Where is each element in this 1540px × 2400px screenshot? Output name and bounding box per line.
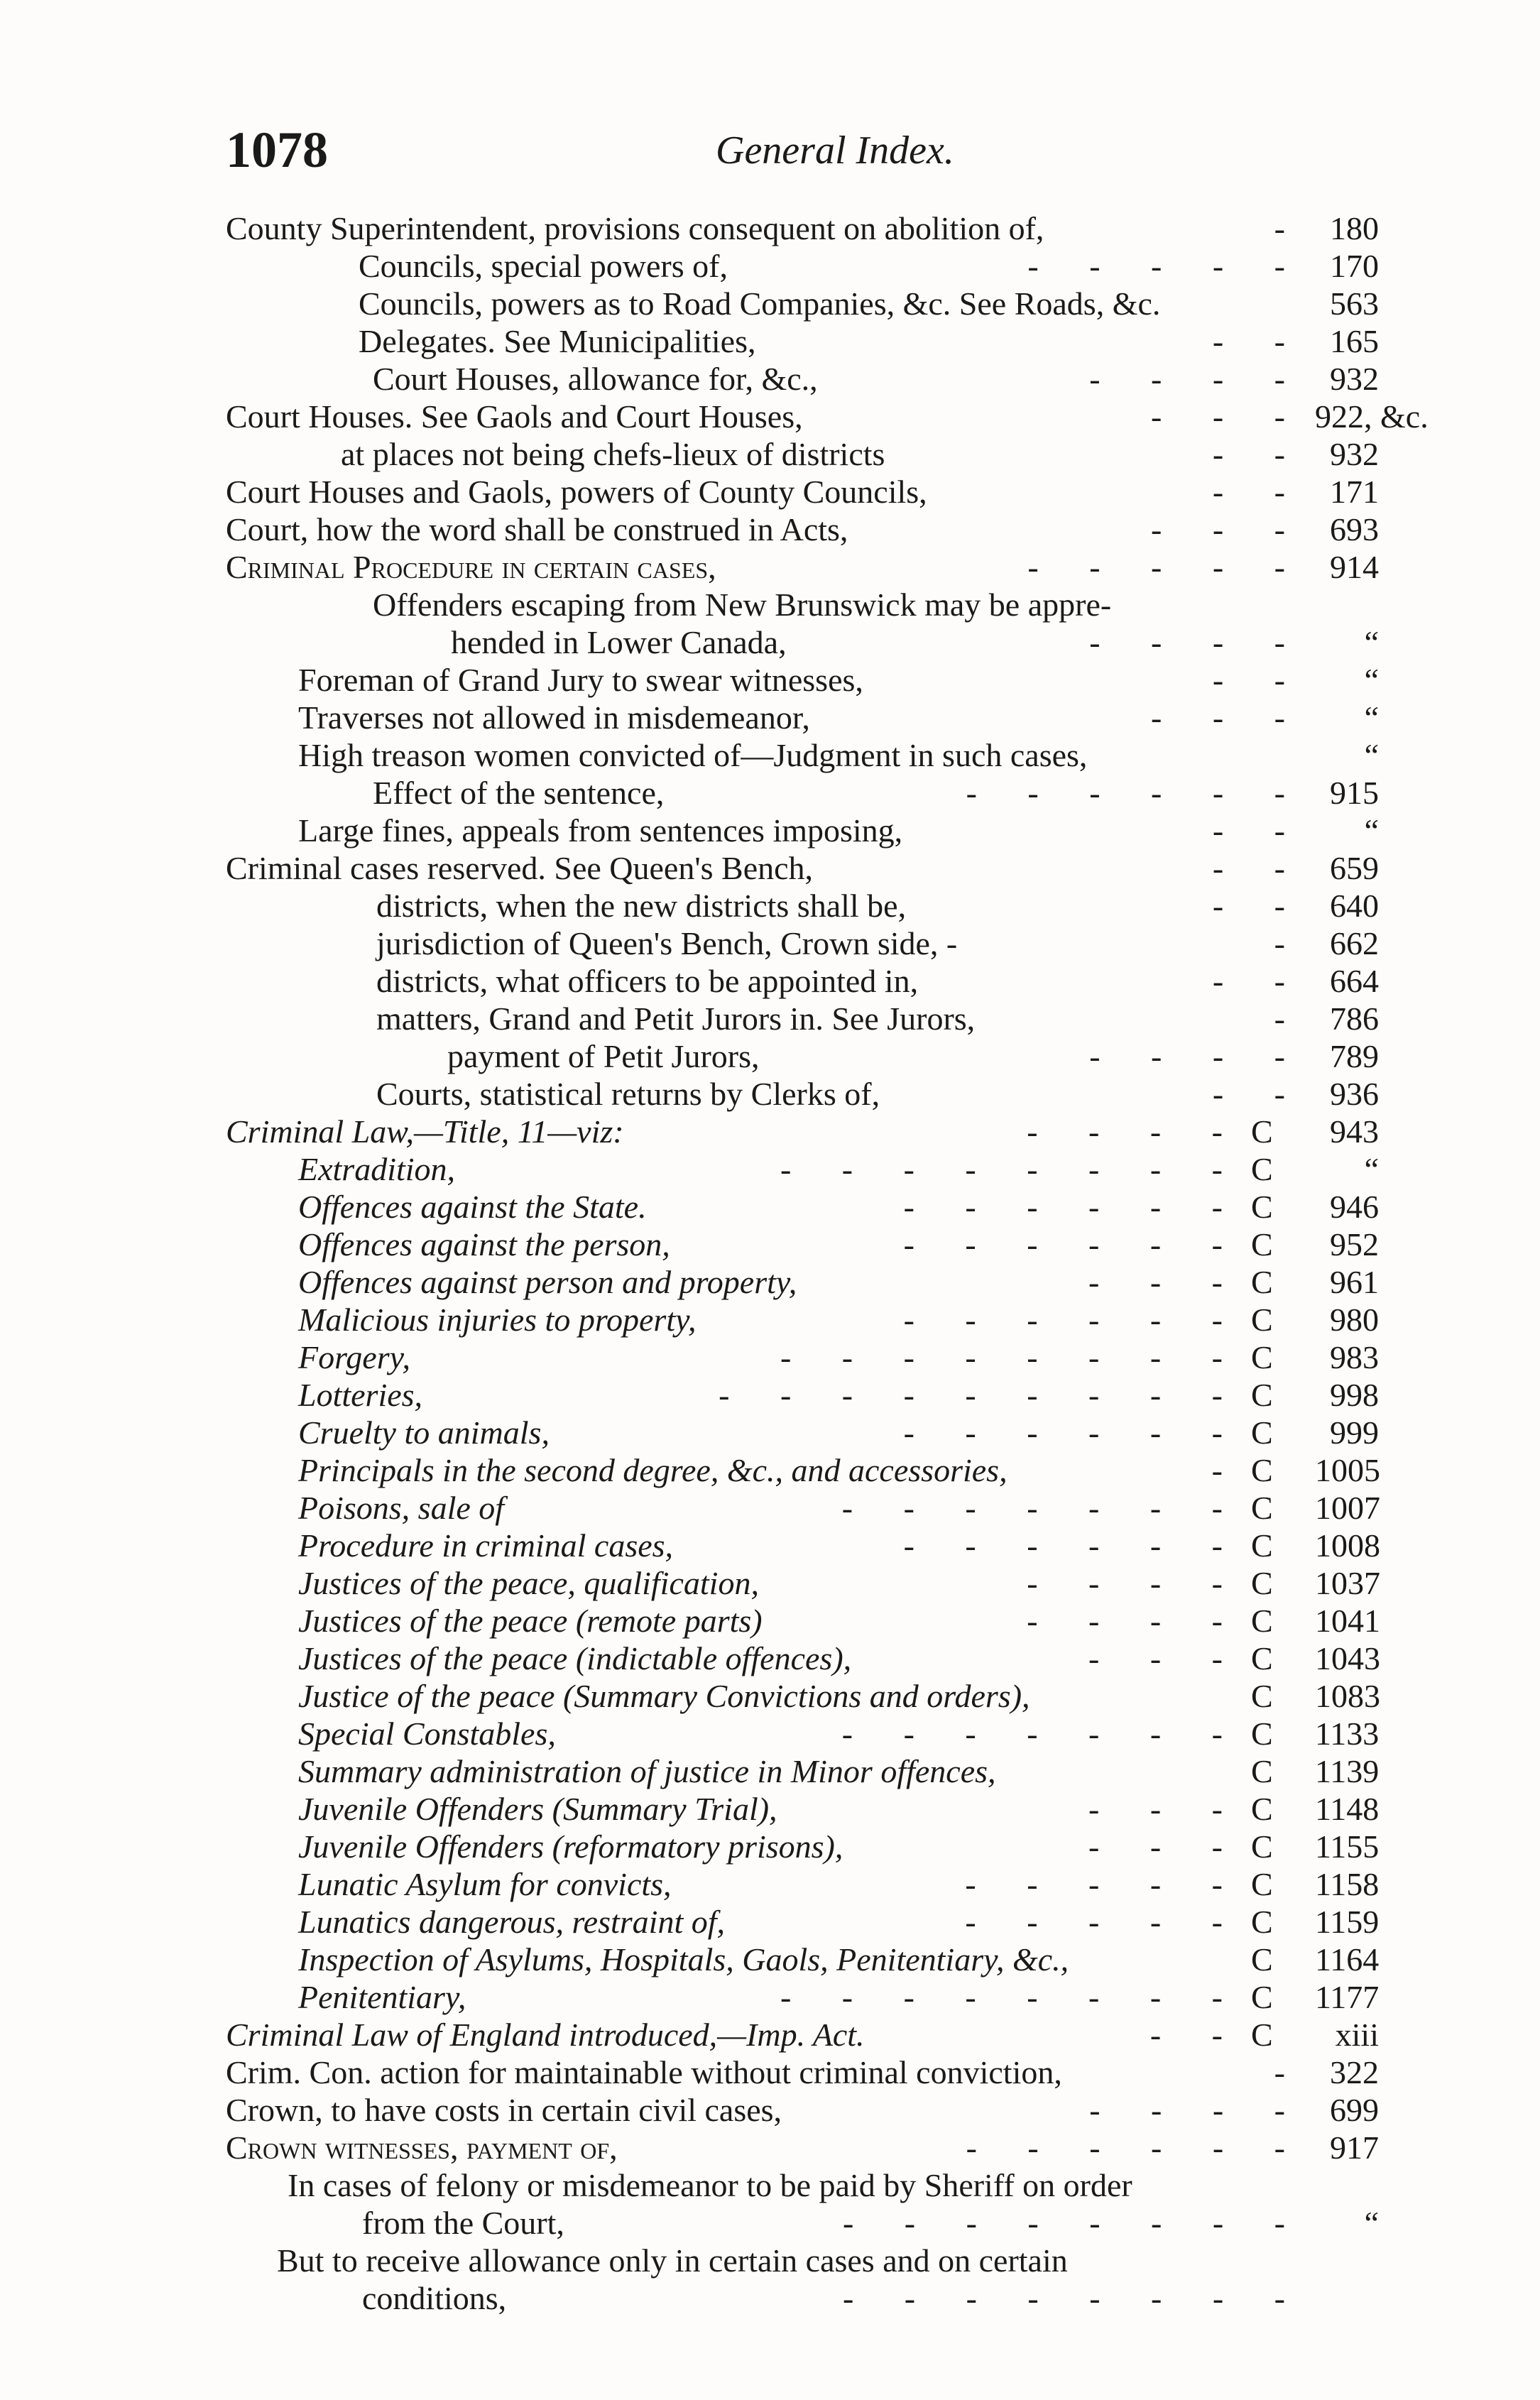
entry-page: 946 — [1330, 1189, 1379, 1225]
index-entry — [0, 360, 1540, 398]
index-entry — [0, 1451, 1540, 1489]
index-entry — [0, 2053, 1540, 2091]
entry-text: Procedure in criminal cases, — [298, 1527, 674, 1564]
index-entry — [0, 435, 1540, 473]
index-entry — [0, 2129, 1540, 2166]
leader-dashes: - - — [1212, 1076, 1306, 1112]
entry-section: C — [1251, 1414, 1273, 1451]
entry-text: Forgery, — [298, 1339, 410, 1375]
entry-page: 961 — [1330, 1264, 1379, 1300]
index-entry — [0, 699, 1540, 736]
entry-text: Crown, to have costs in certain civil cases, — [226, 2092, 782, 2128]
leader-dashes: - - — [1212, 323, 1306, 359]
leader-dashes: - — [1274, 210, 1306, 246]
leader-dashes: - - - - - - — [903, 1189, 1244, 1225]
entry-page: 640 — [1330, 888, 1379, 924]
entry-section: C — [1251, 1866, 1273, 1902]
entry-page: 980 — [1330, 1302, 1379, 1338]
entry-text: from the Court, — [362, 2205, 564, 2241]
entry-text: Councils, powers as to Road Companies, &c. See Roads, &c. — [359, 285, 1161, 322]
entry-page: 999 — [1330, 1414, 1379, 1451]
entry-text: Malicious injuries to property, — [298, 1302, 697, 1338]
leader-dashes: - - - - - - - - — [780, 1339, 1244, 1375]
leader-dashes: - - — [1212, 888, 1306, 924]
index-entry — [0, 1715, 1540, 1752]
leader-dashes: - - - - - - — [903, 1527, 1244, 1564]
index-entry — [0, 1564, 1540, 1602]
leader-dashes: - - - — [1088, 1828, 1244, 1865]
entry-section: C — [1251, 1151, 1273, 1187]
leader-dashes: - - - - — [1027, 1113, 1244, 1150]
entry-section: C — [1251, 1603, 1273, 1639]
index-entry — [0, 511, 1540, 548]
leader-dashes: - - - — [1088, 1791, 1244, 1827]
entry-page: 943 — [1330, 1113, 1379, 1150]
entry-section: C — [1251, 1377, 1273, 1413]
entry-page: 1008 — [1315, 1527, 1380, 1564]
index-entry — [0, 473, 1540, 511]
entry-text: Lunatics dangerous, restraint of, — [298, 1904, 726, 1940]
entry-section: C — [1251, 1490, 1273, 1526]
entry-section: C — [1251, 1565, 1273, 1601]
entry-page: 322 — [1330, 2054, 1379, 2090]
entry-text: High treason women convicted of—Judgment in such cases, — [298, 737, 1088, 773]
leader-dashes: - — [1274, 2054, 1306, 2090]
entry-text: districts, what officers to be appointed in, — [376, 963, 919, 999]
entry-section: C — [1251, 1941, 1273, 1978]
entry-page: 932 — [1330, 436, 1379, 472]
leader-dashes: - - - — [1088, 1640, 1244, 1676]
index-entry — [0, 1301, 1540, 1338]
leader-dashes: - - - - - - - - — [842, 2280, 1306, 2316]
entry-page: 1041 — [1315, 1603, 1380, 1639]
entry-page: 1148 — [1315, 1791, 1380, 1827]
entry-text: In cases of felony or misdemeanor to be paid by Sheriff on order — [288, 2167, 1132, 2203]
leader-dashes: - - - - — [1027, 1565, 1244, 1601]
index-entry — [0, 1640, 1540, 1677]
index-entry — [0, 812, 1540, 849]
entry-page: 1159 — [1315, 1904, 1380, 1940]
index-entry — [0, 1489, 1540, 1527]
entry-page: 180 — [1330, 210, 1379, 246]
entry-page: 699 — [1330, 2092, 1379, 2128]
page-header — [226, 121, 1376, 185]
entry-text: Cruelty to animals, — [298, 1414, 550, 1451]
entry-page: “ — [1364, 624, 1379, 660]
leader-dashes: - - - - - — [1027, 248, 1306, 284]
entry-text: Justices of the peace (remote parts) — [298, 1603, 763, 1639]
entry-page: 563 — [1330, 285, 1379, 322]
entry-section: C — [1251, 1189, 1273, 1225]
index-entry — [0, 849, 1540, 887]
entry-section: C — [1251, 1753, 1273, 1789]
index-entry — [0, 2242, 1540, 2279]
entry-page: 1133 — [1315, 1716, 1380, 1752]
entry-section: C — [1251, 1339, 1273, 1375]
index-entry — [0, 1376, 1540, 1414]
entry-section: C — [1251, 1640, 1273, 1676]
index-entry — [0, 1903, 1540, 1941]
leader-dashes: - - - - — [1027, 1603, 1244, 1639]
index-entry — [0, 1113, 1540, 1150]
entry-page: 1164 — [1315, 1941, 1380, 1978]
index-entry — [0, 1527, 1540, 1564]
entry-page: 1177 — [1315, 1979, 1380, 2015]
entry-text: County Superintendent, provisions consequent on abolition of, — [226, 210, 1044, 246]
leader-dashes: - - - - - - — [903, 1226, 1244, 1262]
entry-text: conditions, — [362, 2280, 507, 2316]
leader-dashes: - - - - - — [1027, 549, 1306, 585]
entry-page: “ — [1364, 812, 1379, 849]
index-entry — [0, 1790, 1540, 1828]
leader-dashes: - - - - - — [965, 1866, 1244, 1902]
entry-page: 693 — [1330, 511, 1379, 547]
leader-dashes: - - — [1212, 812, 1306, 849]
index-entry — [0, 1075, 1540, 1113]
entry-page: 664 — [1330, 963, 1379, 999]
entry-text: Juvenile Offenders (Summary Trial), — [298, 1791, 777, 1827]
leader-dashes: - - - - - - - - — [780, 1979, 1244, 2015]
index-entry — [0, 774, 1540, 812]
index-entry — [0, 1150, 1540, 1188]
leader-dashes: - - - - - - - - - — [719, 1377, 1244, 1413]
entry-text: Lunatic Asylum for convicts, — [298, 1866, 672, 1902]
leader-dashes: - - - — [1088, 1264, 1244, 1300]
entry-text: Offences against the State. — [298, 1189, 647, 1225]
leader-dashes: - - - - - - — [966, 775, 1306, 811]
leader-dashes: - - - — [1151, 511, 1306, 547]
entry-page: xiii — [1335, 2017, 1379, 2053]
entry-page: “ — [1364, 699, 1379, 736]
entry-page: 932 — [1330, 361, 1379, 397]
entry-text: Penitentiary, — [298, 1979, 466, 2015]
entry-text: Justices of the peace (indictable offences), — [298, 1640, 852, 1676]
leader-dashes: - — [1211, 1452, 1244, 1488]
index-entry — [0, 1941, 1540, 1978]
entry-text: Criminal cases reserved. See Queen's Bench, — [226, 850, 814, 886]
entry-page: 1005 — [1315, 1452, 1380, 1488]
index-entry — [0, 1000, 1540, 1037]
entry-section: C — [1251, 1302, 1273, 1338]
entry-section: C — [1251, 1828, 1273, 1865]
entry-text: Offenders escaping from New Brunswick may be appre- — [373, 587, 1112, 623]
leader-dashes: - - — [1212, 474, 1306, 510]
entry-page: 1158 — [1315, 1866, 1380, 1902]
entry-text: Special Constables, — [298, 1716, 556, 1752]
leader-dashes: - - - - — [1089, 361, 1306, 397]
entry-section: C — [1251, 1226, 1273, 1262]
leader-dashes: - - — [1212, 436, 1306, 472]
leader-dashes: - - - - - - — [966, 2129, 1306, 2166]
index-entry — [0, 1828, 1540, 1865]
entry-page: 914 — [1330, 549, 1379, 585]
entry-text: Inspection of Asylums, Hospitals, Gaols, Penitentiary, &c., — [298, 1941, 1069, 1978]
entry-text: districts, when the new districts shall be, — [376, 888, 907, 924]
entry-text: Court Houses. See Gaols and Court Houses, — [226, 398, 803, 435]
entry-page: 983 — [1330, 1339, 1379, 1375]
entry-page: “ — [1364, 2205, 1379, 2241]
entry-section: C — [1251, 1716, 1273, 1752]
entry-page: 789 — [1330, 1038, 1379, 1074]
entry-text: Offences against person and property, — [298, 1264, 797, 1300]
entry-text: Justice of the peace (Summary Convictions and orders), — [298, 1678, 1030, 1714]
index-entry — [0, 2166, 1540, 2204]
leader-dashes: - - - - - - - - — [780, 1151, 1244, 1187]
entry-page: 171 — [1330, 474, 1379, 510]
entry-page: 917 — [1330, 2129, 1379, 2166]
entry-section: C — [1251, 2017, 1273, 2053]
leader-dashes: - - - - — [1089, 2092, 1306, 2128]
entry-text: at places not being chefs-lieux of districts — [341, 436, 885, 472]
entry-page: 1083 — [1315, 1678, 1380, 1714]
leader-dashes: - - - - - - - — [841, 1490, 1244, 1526]
leader-dashes: - - — [1212, 963, 1306, 999]
entry-text: Councils, special powers of, — [359, 248, 728, 284]
entry-page: 952 — [1330, 1226, 1379, 1262]
entry-text: Traverses not allowed in misdemeanor, — [298, 699, 810, 736]
entry-text: Justices of the peace, qualification, — [298, 1565, 759, 1601]
index-entry — [0, 962, 1540, 1000]
leader-dashes: - - - - - - — [903, 1414, 1244, 1451]
index-entry — [0, 1414, 1540, 1451]
entry-page: 165 — [1330, 323, 1379, 359]
entry-section: C — [1251, 1527, 1273, 1564]
index-entry — [0, 1752, 1540, 1790]
index-entry — [0, 2016, 1540, 2053]
leader-dashes: - - — [1212, 850, 1306, 886]
entry-text: Court, how the word shall be construed in Acts, — [226, 511, 848, 547]
entry-text: Criminal Law,—Title, 11—viz: — [226, 1113, 624, 1150]
leader-dashes: - — [1274, 925, 1306, 961]
leader-dashes: - - - — [1151, 699, 1306, 736]
leader-dashes: - - - - — [1089, 1038, 1306, 1074]
index-entry — [0, 1037, 1540, 1075]
index-entry — [0, 623, 1540, 661]
leader-dashes: - - — [1212, 662, 1306, 698]
index-entry — [0, 548, 1540, 586]
entry-page: 662 — [1330, 925, 1379, 961]
entry-text: Large fines, appeals from sentences imposing, — [298, 812, 903, 849]
entry-text: Lotteries, — [298, 1377, 423, 1413]
index-entry — [0, 2204, 1540, 2242]
entry-section: C — [1251, 1678, 1273, 1714]
leader-dashes: - - - - — [1089, 624, 1306, 660]
entry-text: Effect of the sentence, — [373, 775, 665, 811]
index-entry — [0, 322, 1540, 360]
entry-text: Crim. Con. action for maintainable without criminal conviction, — [226, 2054, 1062, 2090]
entry-text: Principals in the second degree, &c., and accessories, — [298, 1452, 1007, 1488]
index-entry — [0, 1226, 1540, 1263]
index-entry — [0, 1865, 1540, 1903]
entry-text: Courts, statistical returns by Clerks of, — [376, 1076, 880, 1112]
entry-text: Summary administration of justice in Minor offences, — [298, 1753, 996, 1789]
entry-text: Crown witnesses, payment of, — [226, 2129, 618, 2166]
entry-text: Criminal Procedure in certain cases, — [226, 549, 716, 585]
entry-page: 998 — [1330, 1377, 1379, 1413]
entry-text: Court Houses and Gaols, powers of County Councils, — [226, 474, 927, 510]
entry-page: “ — [1364, 662, 1379, 698]
index-entry — [0, 209, 1540, 247]
index-entry — [0, 1338, 1540, 1376]
entry-page: 170 — [1330, 248, 1379, 284]
running-head: General Index. — [716, 129, 954, 173]
entry-text: Court Houses, allowance for, &c., — [373, 361, 818, 397]
entry-section: C — [1251, 1264, 1273, 1300]
entry-page: 922, &c. — [1315, 398, 1429, 435]
entry-section: C — [1251, 1791, 1273, 1827]
entry-section: C — [1251, 1113, 1273, 1150]
index-entry — [0, 2279, 1540, 2317]
entry-page: 1043 — [1315, 1640, 1380, 1676]
entry-text: hended in Lower Canada, — [451, 624, 787, 660]
index-entry — [0, 887, 1540, 924]
entry-text: payment of Petit Jurors, — [447, 1038, 760, 1074]
index-entry — [0, 2091, 1540, 2129]
index-entry — [0, 924, 1540, 962]
entry-page: 936 — [1330, 1076, 1379, 1112]
index-entry — [0, 398, 1540, 435]
entry-page: 786 — [1330, 1000, 1379, 1037]
entry-text: Juvenile Offenders (reformatory prisons), — [298, 1828, 843, 1865]
leader-dashes: - - - — [1151, 398, 1306, 435]
entry-page: “ — [1364, 1151, 1379, 1187]
index-entry — [0, 1978, 1540, 2016]
index-entry — [0, 661, 1540, 699]
entry-section: C — [1251, 1979, 1273, 2015]
leader-dashes: - — [1274, 1000, 1306, 1037]
entry-page: 1139 — [1315, 1753, 1380, 1789]
entry-page: “ — [1364, 737, 1379, 773]
leader-dashes: - - - - - — [965, 1904, 1244, 1940]
entry-text: Offences against the person, — [298, 1226, 670, 1262]
index-entry — [0, 1602, 1540, 1640]
index-entry — [0, 1188, 1540, 1226]
entry-text: Poisons, sale of — [298, 1490, 505, 1526]
entry-page: 915 — [1330, 775, 1379, 811]
entry-page: 1007 — [1315, 1490, 1380, 1526]
index-entry — [0, 1263, 1540, 1301]
leader-dashes: - - — [1149, 2017, 1244, 2053]
entry-text: Extradition, — [298, 1151, 456, 1187]
entry-page: 1037 — [1315, 1565, 1380, 1601]
entry-text: Criminal Law of England introduced,—Imp. Act. — [226, 2017, 865, 2053]
leader-dashes: - - - - - - - - — [842, 2205, 1306, 2241]
entry-section: C — [1251, 1904, 1273, 1940]
entry-page: 659 — [1330, 850, 1379, 886]
index-entry — [0, 736, 1540, 774]
entry-page: 1155 — [1315, 1828, 1380, 1865]
entry-text: But to receive allowance only in certain cases and on certain — [277, 2242, 1068, 2279]
entry-text: jurisdiction of Queen's Bench, Crown side, - — [376, 925, 958, 961]
page-number: 1078 — [226, 121, 328, 178]
index-entry — [0, 247, 1540, 285]
entry-section: C — [1251, 1452, 1273, 1488]
entry-text: Delegates. See Municipalities, — [359, 323, 756, 359]
leader-dashes: - - - - - - - — [841, 1716, 1244, 1752]
entry-text: Foreman of Grand Jury to swear witnesses, — [298, 662, 863, 698]
entry-text: matters, Grand and Petit Jurors in. See Jurors, — [376, 1000, 976, 1037]
leader-dashes: - - - - - - — [903, 1302, 1244, 1338]
index-entry — [0, 586, 1540, 623]
index-entry — [0, 285, 1540, 322]
index-entry — [0, 1677, 1540, 1715]
